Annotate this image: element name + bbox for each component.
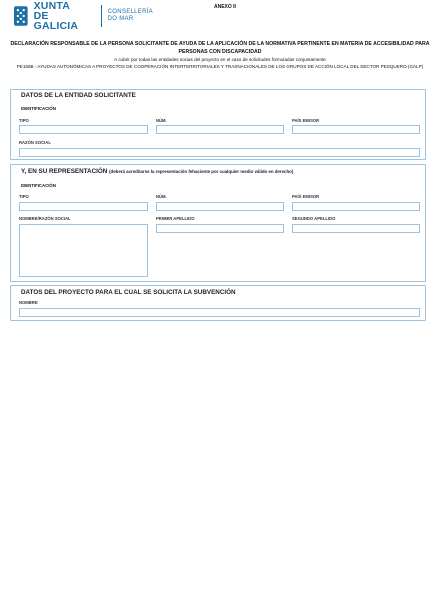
identification-label: IDENTIFICACIÓN [21,183,56,188]
num-label: NÚM. [156,118,167,123]
identification-label: IDENTIFICACIÓN [21,106,56,111]
section-title: DATOS DE LA ENTIDAD SOLICITANTE [21,92,136,99]
tipo-field[interactable] [19,125,148,134]
pais-label: PAÍS EMISOR [292,194,320,199]
main-title: DECLARACIÓN RESPONSABLE DE LA PERSONA SOLICITANTE DE AYUDA DE LA APLICACIÓN DE LA NORMATIVA PERTINENTE EN MATERIA DE ACCESIBILIDAD PARA PERSONAS CON DISCAPACIDAD [10,41,430,55]
dept-line-1: CONSELLERÍA [107,9,153,15]
org-line-2: DE GALICIA [33,10,79,32]
num-field[interactable] [156,125,284,134]
pais-label: PAÍS EMISOR [292,118,320,123]
section-title-note: (deberá acreditarse la representación fehaciente por cualquier medio válido en derecho) [109,169,294,174]
razon-field[interactable] [19,148,420,157]
xunta-logo [13,0,153,32]
nombre-field[interactable] [19,308,420,317]
apellido2-label: SEGUNDO APELLIDO [292,216,336,221]
nombre-field[interactable] [19,224,148,277]
section-title [21,168,293,175]
nombre-label: NOMBRE/RAZÓN SOCIAL [19,216,71,221]
annex-label: ANEXO II [214,4,236,10]
razon-label: RAZÓN SOCIAL [19,140,51,145]
section-representacion [10,164,426,282]
org-name [34,1,95,31]
pais-field[interactable] [292,202,420,211]
nombre-label: NOMBRE [19,300,38,305]
tipo-field[interactable] [19,202,148,211]
apellido1-label: PRIMER APELLIDO [156,216,195,221]
title-note: A cubrir por todas las entidades socias del proyecto en el caso de solicitudes formuladas conjuntamente [114,57,326,62]
galicia-crest-icon [13,5,29,27]
section-title: DATOS DEL PROYECTO PARA EL CUAL SE SOLICITA LA SUBVENCIÓN [21,289,236,296]
dept-line-2: DO MAR [107,16,134,22]
org-line-1: XUNTA [33,0,70,12]
section-proyecto [10,285,426,321]
section-title-text: Y, EN SU REPRESENTACIÓN [21,168,108,175]
logo-divider [101,5,102,27]
department-name [108,9,153,23]
num-field[interactable] [156,202,284,211]
tipo-label: TIPO [19,194,29,199]
document-titles [10,41,430,70]
pais-field[interactable] [292,125,420,134]
apellido1-field[interactable] [156,224,284,233]
tipo-label: TIPO [19,118,29,123]
section-solicitante [10,89,426,160]
procedure-title: PE155B - AYUDAS AUTONÓMICAS A PROYECTOS DE COOPERACIÓN INTERTERRITORIALES Y TRASNACIONALES DE LOS GRUPOS DE ACCIÓN LOCAL DEL SECTOR PESQUERO (GALP) [16,63,424,69]
num-label: NÚM. [156,194,167,199]
apellido2-field[interactable] [292,224,420,233]
